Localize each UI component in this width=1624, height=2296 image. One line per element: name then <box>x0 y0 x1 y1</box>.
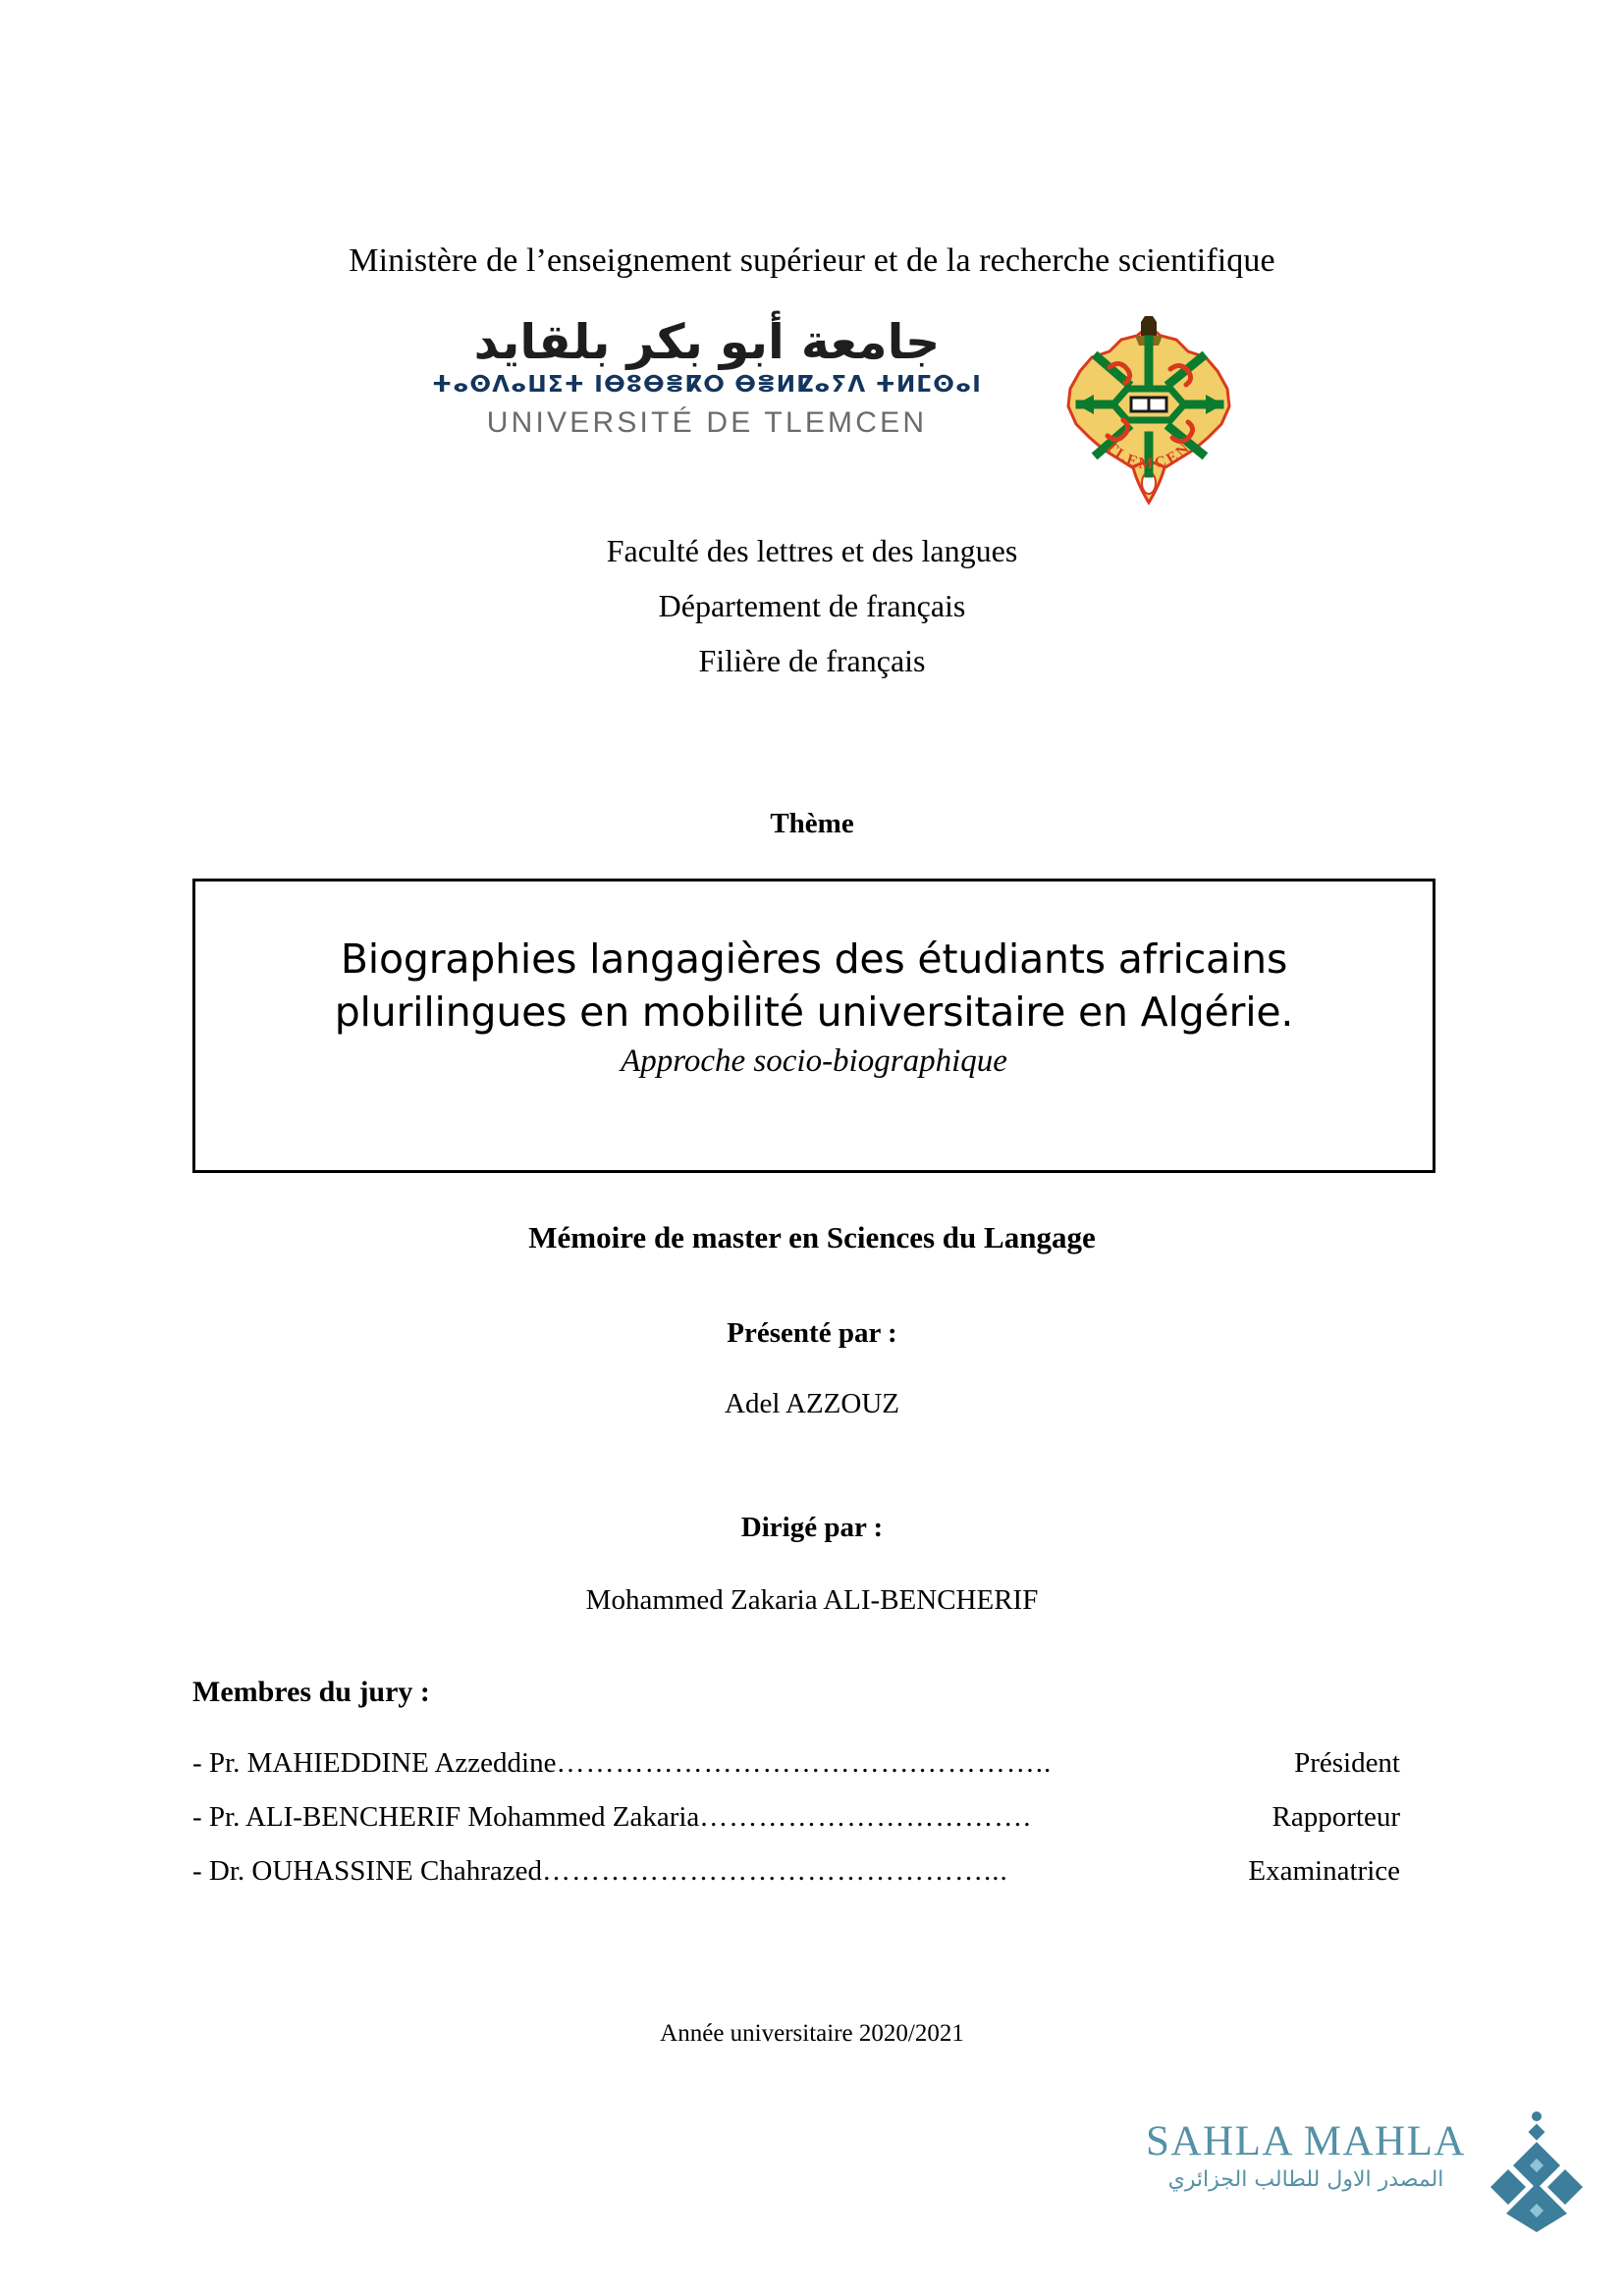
university-logo-text <box>383 316 1031 440</box>
jury-member-role: Examinatrice <box>1248 1855 1400 1887</box>
watermark-title: SAHLA MAHLA <box>1146 2118 1466 2164</box>
jury-leader-dots: ……………………………….………….. <box>556 1747 1053 1779</box>
theme-label: Thème <box>770 808 854 839</box>
sahla-mahla-diamond-mark-icon <box>1483 2109 1591 2236</box>
university-name-arabic: جامعة أبو بكر بلقايد <box>473 314 941 370</box>
watermark-subtitle: المصدر الاول للطالب الجزائري <box>1167 2167 1444 2192</box>
jury-list <box>192 1747 1400 1909</box>
emblem-arc-text: TLEMCEN <box>1102 437 1195 473</box>
jury-leader-dots: ……………………………. <box>699 1801 1032 1833</box>
author-name: Adel AZZOUZ <box>725 1388 899 1419</box>
jury-member-role: Président <box>1294 1747 1400 1779</box>
university-logo-block <box>383 316 1247 503</box>
ministry-header: Ministère de l’enseignement supérieur et de la recherche scientifique <box>349 242 1275 279</box>
affiliation-block <box>0 535 1624 700</box>
jury-member-row <box>192 1801 1400 1834</box>
tlemcen-university-emblem-icon <box>1051 310 1247 507</box>
sahla-mahla-watermark <box>1119 2120 1591 2248</box>
filiere-line: Filière de français <box>698 643 926 678</box>
jury-member-row <box>192 1747 1400 1780</box>
faculty-line: Faculté des lettres et des langues <box>606 533 1018 568</box>
jury-label: Membres du jury : <box>192 1676 430 1708</box>
jury-member-row <box>192 1855 1400 1888</box>
presented-by-label: Présenté par : <box>727 1317 897 1349</box>
supervisor-name: Mohammed Zakaria ALI-BENCHERIF <box>585 1584 1039 1616</box>
thesis-title-box <box>192 879 1435 1173</box>
university-name-tifinagh: ⵜⴰⵙⴷⴰⵡⵉⵜ ⵏⴱⵓⴱⴻⴽⵔ ⴱⴻⵍⵇⴰⵢⴷ ⵜⵍⵎⵙⴰⵏ <box>431 371 983 398</box>
department-line: Département de français <box>658 588 966 623</box>
jury-member-name: - Pr. ALI-BENCHERIF Mohammed Zakaria <box>192 1801 700 1833</box>
jury-member-name: - Dr. OUHASSINE Chahrazed <box>192 1855 542 1887</box>
supervised-by-label: Dirigé par : <box>740 1512 884 1543</box>
thesis-title-line-2: plurilingues en mobilité universitaire en Algérie. <box>334 988 1294 1037</box>
watermark-text-block <box>1119 2120 1492 2192</box>
university-name-latin: UNIVERSITÉ DE TLEMCEN <box>486 405 928 439</box>
jury-leader-dots: ………………………………………... <box>542 1855 1008 1887</box>
degree-line: Mémoire de master en Sciences du Langage <box>528 1220 1096 1255</box>
jury-member-role: Rapporteur <box>1272 1801 1400 1833</box>
thesis-subtitle: Approche socio-biographique <box>621 1043 1007 1080</box>
academic-year: Année universitaire 2020/2021 <box>660 2020 964 2047</box>
jury-member-name: - Pr. MAHIEDDINE Azzeddine <box>192 1747 557 1779</box>
thesis-title-line-1: Biographies langagières des étudiants africains <box>340 935 1288 983</box>
thesis-title <box>235 933 1393 1039</box>
